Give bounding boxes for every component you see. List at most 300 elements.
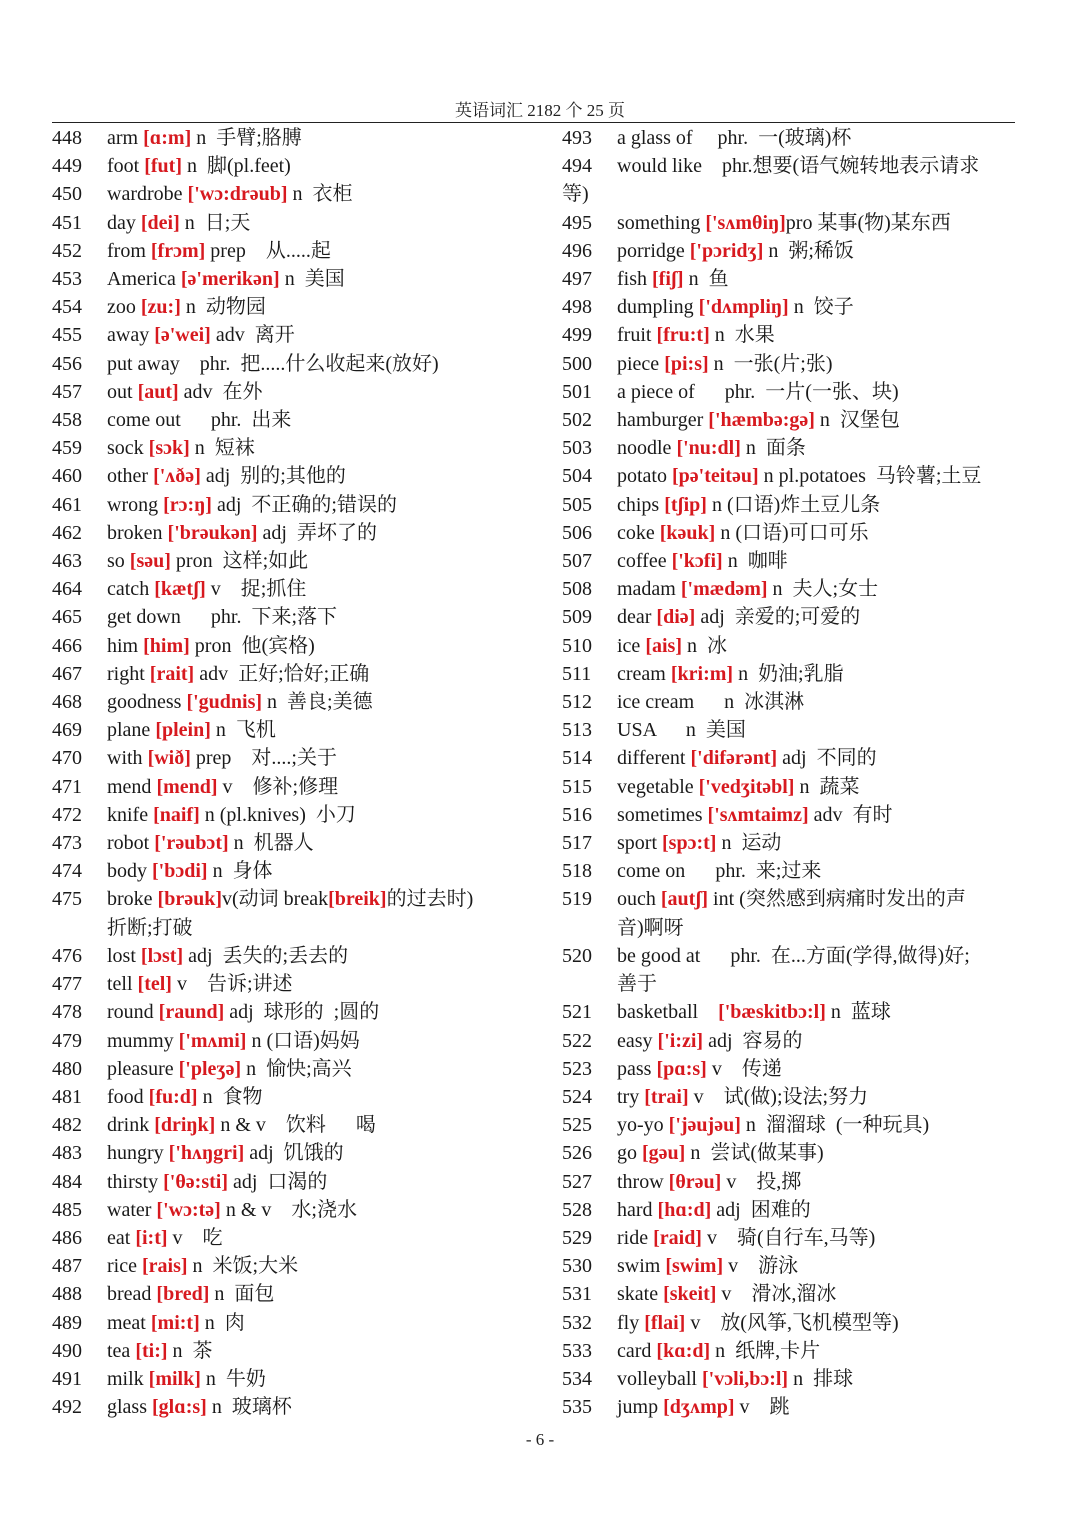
vocab-entry [562, 942, 1018, 970]
vocab-entry [52, 1393, 532, 1421]
entry-word: other [107, 465, 154, 488]
entry-word: noodle [617, 437, 677, 460]
entry-definition: v 放(风筝,飞机模型等) [685, 1311, 899, 1334]
entry-word: tea [107, 1339, 136, 1362]
entry-word: fruit [617, 324, 657, 347]
vocab-entry [52, 124, 532, 152]
entry-phonetic: [kɑ:d] [656, 1339, 711, 1362]
entry-number: 478 [52, 1001, 82, 1024]
entry-phonetic: [spɔ:t] [662, 832, 717, 855]
entry-word: yo-yo [617, 1114, 669, 1137]
entry-definition: n 脚(pl.feet) [181, 155, 291, 178]
vocab-entry [52, 265, 532, 293]
entry-definition: phr. 一片(一张、块) [694, 380, 899, 403]
entry-phonetic: ['kɔfi] [671, 550, 723, 573]
entry-number: 449 [52, 155, 82, 178]
entry-phonetic: [autʃ] [660, 888, 709, 911]
entry-word: try [617, 1085, 645, 1108]
vocab-entry [562, 209, 1018, 237]
entry-definition: phr. 把.....什么收起来(放好) [179, 352, 439, 375]
entry-phonetic: [kætʃ] [154, 578, 206, 601]
entry-definition: adj 困难的 [711, 1198, 811, 1221]
vocab-entry [562, 1111, 1018, 1139]
entry-number: 452 [52, 239, 82, 262]
entry-word: different [617, 747, 691, 770]
entry-word: bread [107, 1283, 157, 1306]
entry-number: 495 [562, 211, 592, 234]
vocab-entry [562, 688, 1018, 716]
entry-word: thirsty [107, 1170, 164, 1193]
entry-phonetic: [ə'merikən] [180, 268, 280, 291]
entry-word: coffee [617, 550, 672, 573]
vocab-entry [562, 462, 1018, 490]
entry-word: robot [107, 832, 155, 855]
entry-number: 496 [562, 239, 592, 262]
vocab-entry [562, 716, 1018, 744]
entry-number: 533 [562, 1339, 592, 1362]
vocab-entry [52, 660, 532, 688]
vocab-entry [52, 1252, 532, 1280]
entry-word: volleyball [617, 1367, 702, 1390]
entry-phonetic: [ɑ:m] [143, 127, 192, 149]
entry-definition: n 蔬菜 [794, 775, 860, 798]
entry-word: put away [107, 352, 180, 375]
entry-phonetic: ['jəujəu] [668, 1114, 741, 1137]
entry-word: rice [107, 1255, 142, 1278]
vocab-entry [52, 519, 532, 547]
vocab-column-left [52, 124, 532, 1421]
entry-phonetic: ['sʌmtaimz] [707, 803, 809, 826]
entry-definition: v 投,掷 [721, 1170, 802, 1193]
entry-definition-continued: 折断;打破 [107, 916, 193, 939]
vocab-entry [52, 970, 532, 998]
entry-word: glass [107, 1396, 152, 1419]
entry-number: 483 [52, 1142, 82, 1165]
entry-definition: phr. 来;过来 [685, 860, 822, 883]
entry-number: 501 [562, 380, 592, 403]
entry-phonetic: [fru:t] [656, 324, 710, 347]
entry-word: day [107, 211, 141, 234]
entry-definition: n 鱼 [683, 268, 729, 291]
vocab-entry [562, 801, 1018, 829]
entry-definition: n 饺子 [788, 296, 854, 319]
entry-definition: n pl.potatoes 马铃薯;土豆 [758, 465, 982, 488]
entry-word: sometimes [617, 803, 708, 826]
vocab-entry [52, 434, 532, 462]
entry-phonetic: ['difərənt] [690, 747, 778, 770]
vocab-entry [52, 491, 532, 519]
entry-definition: v 传递 [706, 1057, 782, 1080]
entry-definition: phr.想要(语气婉转地表示请求 [702, 155, 980, 178]
entry-definition: n 衣柜 [287, 183, 353, 206]
entry-word: food [107, 1085, 149, 1108]
vocab-entry [562, 350, 1018, 378]
entry-word: get down [107, 606, 181, 629]
entry-number: 509 [562, 606, 592, 629]
entry-number: 462 [52, 521, 82, 544]
entry-number: 476 [52, 944, 82, 967]
entry-word: plane [107, 719, 156, 742]
entry-phonetic: [brəuk] [157, 888, 222, 911]
entry-phonetic: [fiʃ] [652, 268, 684, 291]
entry-phonetic: [tʃip] [664, 493, 707, 516]
entry-word: jump [617, 1396, 664, 1419]
entry-word: with [107, 747, 148, 770]
entry-number: 464 [52, 578, 82, 601]
entry-phonetic: [mend] [156, 775, 218, 798]
header-divider [52, 122, 1015, 123]
entry-phonetic: [pi:s] [664, 352, 709, 375]
entry-phonetic: [θrəu] [668, 1170, 722, 1193]
entry-number: 451 [52, 211, 82, 234]
entry-phonetic: [raid] [653, 1226, 702, 1249]
entry-phonetic: [zu:] [140, 296, 181, 319]
vocab-entry [52, 716, 532, 744]
entry-phonetic: [tel] [137, 973, 172, 996]
vocab-entry [562, 1139, 1018, 1167]
entry-word: broken [107, 521, 168, 544]
entry-definition: n 动物园 [180, 296, 266, 319]
entry-definition: adj 球形的 ;圆的 [224, 1001, 380, 1024]
page-number: - 6 - [525, 1430, 555, 1449]
entry-definition: v 修补;修理 [217, 775, 339, 798]
entry-number: 468 [52, 691, 82, 714]
entry-number: 531 [562, 1283, 592, 1306]
vocab-entry [52, 378, 532, 406]
entry-word: so [107, 550, 130, 573]
entry-number: 499 [562, 324, 592, 347]
entry-word: sport [617, 832, 662, 855]
entry-word: would like [617, 155, 702, 178]
entry-phonetic: ['pleʒə] [178, 1057, 242, 1080]
entry-definition-continued: 音)啊呀 [617, 916, 684, 939]
vocab-entry [52, 1083, 532, 1111]
entry-number: 480 [52, 1057, 82, 1080]
entry-definition: n 手臂;胳膊 [191, 127, 302, 149]
entry-definition: n 面条 [740, 437, 806, 460]
entry-definition: n 牛奶 [200, 1367, 266, 1390]
entry-definition: n 玻璃杯 [206, 1396, 292, 1419]
entry-definition: n 粥;稀饭 [763, 239, 854, 262]
entry-phonetic: ['gudnis] [186, 691, 263, 714]
entry-definition: adv 正好;恰好;正确 [194, 662, 370, 685]
vocab-entry [562, 293, 1018, 321]
entry-word: tell [107, 973, 138, 996]
entry-phonetic: ['dʌmpliŋ] [698, 296, 789, 319]
entry-phonetic: ['bɔdi] [152, 860, 208, 883]
entry-definition: n 食物 [197, 1085, 263, 1108]
entry-phonetic: [driŋk] [154, 1114, 216, 1137]
entry-word: card [617, 1339, 657, 1362]
entry-definition: phr. 下来;落下 [180, 606, 338, 629]
vocab-entry [52, 1111, 532, 1139]
entry-definition: adv 在外 [178, 380, 263, 403]
vocab-entry [562, 603, 1018, 631]
vocab-entry [562, 744, 1018, 772]
entry-number: 516 [562, 803, 592, 826]
entry-number: 530 [562, 1255, 592, 1278]
entry-phonetic: [fut] [144, 155, 182, 178]
entry-word: coke [617, 521, 660, 544]
entry-number: 532 [562, 1311, 592, 1334]
entry-word: easy [617, 1029, 658, 1052]
entry-word: goodness [107, 691, 187, 714]
entry-number: 453 [52, 268, 82, 291]
entry-word: pleasure [107, 1057, 179, 1080]
entry-number: 519 [562, 888, 592, 911]
entry-word: fly [617, 1311, 645, 1334]
entry-number: 508 [562, 578, 592, 601]
entry-definition: adj 饥饿的 [244, 1142, 344, 1165]
entry-phonetic: ['pɔridʒ] [689, 239, 764, 262]
entry-definition: n 愉快;高兴 [241, 1057, 352, 1080]
vocab-entry [52, 321, 532, 349]
entry-number: 459 [52, 437, 82, 460]
entry-word: body [107, 860, 152, 883]
entry-definition: n 奶油;乳脂 [733, 662, 844, 685]
entry-phonetic: [naif] [153, 803, 200, 826]
vocab-entry [52, 632, 532, 660]
entry-definition: adj 丢失的;丢去的 [183, 944, 349, 967]
entry-number: 475 [52, 888, 82, 911]
vocab-entry [52, 1365, 532, 1393]
entry-number: 460 [52, 465, 82, 488]
vocab-entry [562, 265, 1018, 293]
entry-word: be good at [617, 944, 701, 967]
entry-definition: phr. 在...方面(学得,做得)好; [700, 944, 970, 967]
entry-definition: adj 亲爱的;可爱的 [695, 606, 861, 629]
entry-word: something [617, 211, 706, 234]
vocab-entry [52, 462, 532, 490]
vocab-entry [52, 406, 532, 434]
entry-phonetic: [trai] [644, 1085, 689, 1108]
vocab-entry [52, 885, 532, 913]
entry-phonetic: [frɔm] [150, 239, 206, 262]
entry-definition: v 滑冰,溜冰 [716, 1283, 837, 1306]
entry-word: arm [107, 127, 144, 149]
vocab-entry [562, 998, 1018, 1026]
entry-number: 481 [52, 1085, 82, 1108]
entry-definition-continued: 善于 [617, 973, 657, 996]
entry-word: potato [617, 465, 672, 488]
vocab-entry [562, 1055, 1018, 1083]
entry-word: sock [107, 437, 149, 460]
entry-phonetic: [rait] [149, 662, 195, 685]
entry-phonetic: [i:t] [135, 1226, 168, 1249]
entry-definition: v 跳 [734, 1396, 790, 1419]
entry-definition: n 冰 [681, 634, 727, 657]
vocab-entry [52, 801, 532, 829]
entry-word: lost [107, 944, 141, 967]
vocab-entry [52, 857, 532, 885]
vocab-entry [52, 1309, 532, 1337]
entry-definition: n & v 水;浇水 [220, 1198, 357, 1221]
entry-definition: v 试(做);设法;努力 [688, 1085, 869, 1108]
entry-definition: n 纸牌,卡片 [710, 1339, 821, 1362]
entry-number: 504 [562, 465, 592, 488]
vocab-entry [562, 1168, 1018, 1196]
entry-phonetic: [rais] [141, 1255, 188, 1278]
entry-number: 503 [562, 437, 592, 460]
vocab-entry [52, 237, 532, 265]
entry-number: 527 [562, 1170, 592, 1193]
vocab-entry [52, 603, 532, 631]
entry-word: ride [617, 1226, 654, 1249]
entry-definition: pron 这样;如此 [170, 550, 309, 573]
entry-definition: n 咖啡 [722, 550, 788, 573]
vocab-entry [562, 434, 1018, 462]
vocab-entry [52, 1196, 532, 1224]
entry-definition: n 飞机 [210, 719, 276, 742]
entry-word: right [107, 662, 150, 685]
entry-number: 522 [562, 1029, 592, 1052]
entry-definition: adj 不同的 [777, 747, 877, 770]
vocab-entry [562, 632, 1018, 660]
entry-word: foot [107, 155, 145, 178]
entry-word: a glass of [617, 127, 693, 149]
vocab-entry [52, 1224, 532, 1252]
vocab-entry [562, 378, 1018, 406]
entry-number: 477 [52, 973, 82, 996]
entry-definition: n 排球 [788, 1367, 854, 1390]
entry-word: dumpling [617, 296, 699, 319]
entry-number: 523 [562, 1057, 592, 1080]
entry-number: 520 [562, 944, 592, 967]
entry-word: chips [617, 493, 665, 516]
entry-phonetic: ['vɔli,bɔ:l] [701, 1367, 789, 1390]
entry-definition: n (pl.knives) 小刀 [199, 803, 356, 826]
entry-definition: n (口语)炸土豆儿条 [706, 493, 881, 516]
entry-number: 521 [562, 1001, 592, 1024]
vocab-entry [562, 124, 1018, 152]
vocab-entry [52, 688, 532, 716]
entry-word: cream [617, 662, 671, 685]
entry-number: 502 [562, 409, 592, 432]
vocab-entry [52, 350, 532, 378]
entry-word: wardrobe [107, 183, 188, 206]
entry-word: knife [107, 803, 154, 826]
entry-phonetic: [ə'wei] [154, 324, 211, 347]
entry-phonetic: ['i:zi] [657, 1029, 704, 1052]
entry-phonetic: [lɔst] [140, 944, 184, 967]
entry-word: a piece of [617, 380, 695, 403]
entry-phonetic: ['wɔ:tə] [156, 1198, 221, 1221]
vocab-entry [562, 1252, 1018, 1280]
entry-word: drink [107, 1114, 155, 1137]
entry-phonetic: [skeit] [663, 1283, 717, 1306]
entry-number: 469 [52, 719, 82, 742]
entry-word: water [107, 1198, 157, 1221]
entry-word: come on [617, 860, 686, 883]
entry-word: catch [107, 578, 155, 601]
entry-phonetic: [him] [143, 634, 190, 657]
entry-phonetic: [gəu] [642, 1142, 686, 1165]
entry-word: meat [107, 1311, 151, 1334]
vocab-entry [52, 152, 532, 180]
entry-definition: adv 有时 [808, 803, 893, 826]
entry-phonetic: [mi:t] [150, 1311, 200, 1334]
vocab-entry [52, 1280, 532, 1308]
entry-definition: adj 不正确的;错误的 [211, 493, 397, 516]
vocab-entry [562, 1365, 1018, 1393]
entry-definition: n 身体 [207, 860, 273, 883]
entry-definition-tail: 的过去时) [386, 888, 474, 911]
entry-word: pass [617, 1057, 657, 1080]
entry-definition: adv 离开 [210, 324, 295, 347]
entry-word: round [107, 1001, 159, 1024]
entry-number: 479 [52, 1029, 82, 1052]
entry-definition: v 告诉;讲述 [171, 973, 293, 996]
entry-phonetic: [səu] [129, 550, 171, 573]
entry-definition: n 运动 [716, 832, 782, 855]
entry-phonetic: ['mædəm] [680, 578, 768, 601]
entry-number: 511 [562, 662, 592, 685]
vocab-entry [562, 1027, 1018, 1055]
entry-word: out [107, 380, 138, 403]
vocab-entry [52, 829, 532, 857]
entry-number: 458 [52, 409, 82, 432]
entry-number: 506 [562, 521, 592, 544]
entry-number: 500 [562, 352, 592, 375]
vocab-entry [562, 773, 1018, 801]
entry-phonetic: [dʒʌmp] [663, 1396, 735, 1419]
entry-definition: phr. 出来 [180, 409, 292, 432]
vocab-entry [52, 547, 532, 575]
vocab-entry [562, 1337, 1018, 1365]
entry-number: 454 [52, 296, 82, 319]
entry-definition: adj 口渴的 [227, 1170, 328, 1193]
vocab-entry [562, 237, 1018, 265]
entry-number: 448 [52, 127, 82, 149]
entry-definition: n 蓝球 [825, 1001, 891, 1024]
entry-number: 470 [52, 747, 82, 770]
vocab-entry [562, 1083, 1018, 1111]
entry-word: mummy [107, 1029, 179, 1052]
entry-word: eat [107, 1226, 136, 1249]
entry-number: 486 [52, 1226, 82, 1249]
entry-number: 526 [562, 1142, 592, 1165]
entry-definition: n 美国 [655, 719, 746, 742]
entry-definition: n 一张(片;张) [708, 352, 833, 375]
entry-number: 510 [562, 634, 592, 657]
vocab-entry [562, 491, 1018, 519]
entry-number: 492 [52, 1396, 82, 1419]
entry-number: 498 [562, 296, 592, 319]
entry-phonetic: [sɔk] [148, 437, 190, 460]
entry-word: hamburger [617, 409, 709, 432]
entry-phonetic: ['hæmbə:gə] [708, 409, 815, 432]
entry-word: USA [617, 719, 656, 742]
entry-number: 474 [52, 860, 82, 883]
entry-phonetic: ['brəukən] [167, 521, 258, 544]
entry-number: 489 [52, 1311, 82, 1334]
vocab-entry [52, 575, 532, 603]
entry-word: piece [617, 352, 665, 375]
entry-definition: pro 某事(物)某东西 [785, 211, 951, 234]
entry-phonetic: [milk] [148, 1367, 201, 1390]
entry-word: milk [107, 1367, 149, 1390]
vocab-entry [562, 1393, 1018, 1421]
entry-word: away [107, 324, 155, 347]
vocab-entry [562, 857, 1018, 885]
entry-number: 497 [562, 268, 592, 291]
entry-definition: n 汉堡包 [814, 409, 900, 432]
entry-word: skate [617, 1283, 664, 1306]
entry-word: zoo [107, 296, 141, 319]
vocab-entry [562, 519, 1018, 547]
vocab-entry [562, 406, 1018, 434]
entry-definition: n 夫人;女士 [767, 578, 879, 601]
